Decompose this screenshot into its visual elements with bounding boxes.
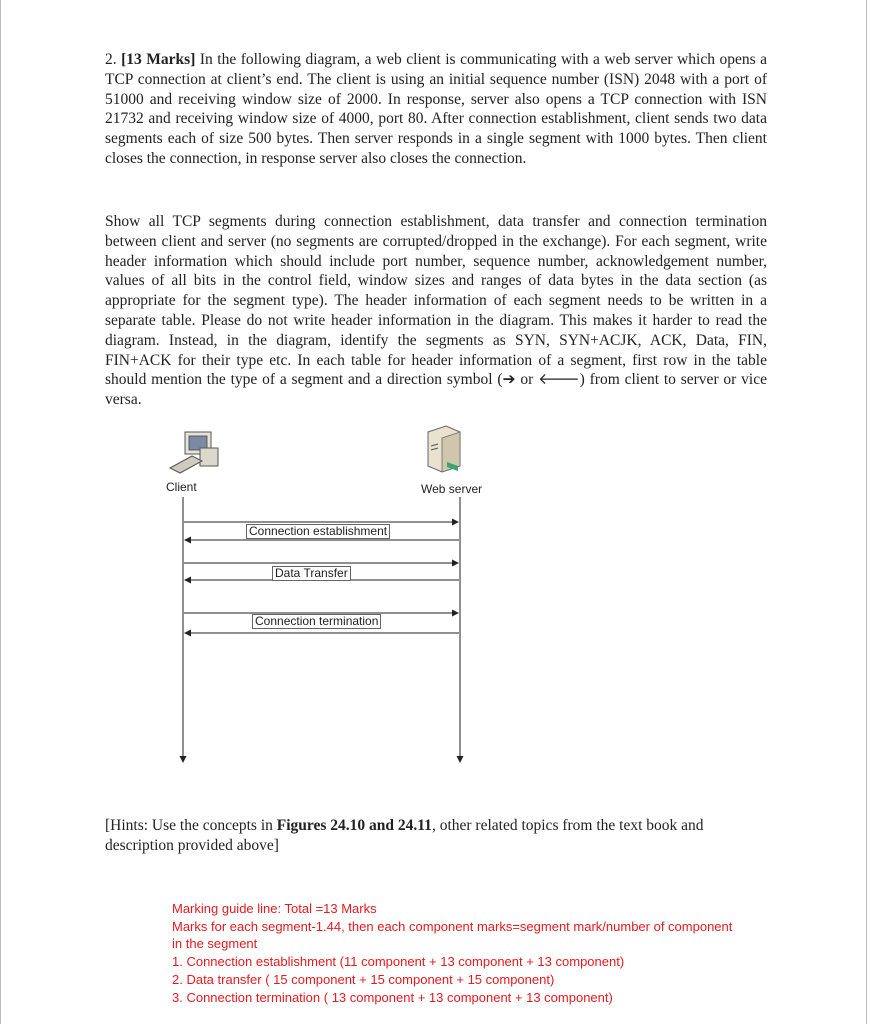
- client-computer-icon: [170, 432, 218, 473]
- marking-guide: [172, 900, 772, 1006]
- marking-line: 1. Connection establishment (11 component + 13 component + 13 component): [172, 954, 625, 970]
- question-paragraph: [105, 50, 767, 169]
- question-number: 2.: [105, 51, 117, 68]
- marking-line: Marking guide line: Total =13 Marks: [172, 901, 377, 916]
- client-label: Client: [166, 480, 197, 494]
- question-text: In the following diagram, a web client is communicating with a web server which opens a TCP connection at client’s end. The client is using an initial sequence number (ISN) 2048 with a port of 51000 and receiving window size of 2000. In response, server also opens a TCP connection with ISN 21732 and receiving window size of 4000, port 80. After connection establishment, client sends two data segments each of size 500 bytes. Then server responds in a single segment with 1000 bytes. Then client closes the connection, in response server also closes the connection.: [105, 51, 767, 167]
- connection-termination-label: Connection termination: [252, 614, 381, 629]
- hints-suffix: , other related topics from the text book and description provided above]: [105, 817, 704, 854]
- server-icon: [428, 426, 460, 472]
- page-border-left: [0, 0, 1, 1024]
- marking-line: 3. Connection termination ( 13 component + 13 component + 13 component): [172, 989, 613, 1005]
- connection-establishment-label: Connection establishment: [246, 524, 390, 539]
- hints-prefix: [Hints: Use the concepts in: [105, 817, 277, 834]
- marking-line: Marks for each segment-1.44, then each component marks=segment mark/number of component: [172, 918, 733, 934]
- data-transfer-label: Data Transfer: [272, 566, 351, 581]
- instructions-paragraph: Show all TCP segments during connection establishment, data transfer and connection termination between client and server (no segments are corrupted/dropped in the exchange). For each segment, write header information which should include port number, sequence number, acknowledgement number, values of all bits in the control field, window sizes and ranges of data bytes in the data section (as appropriate for the segment type). The header information of each segment needs to be written in a separate table. Please do not write header information in the diagram. This makes it harder to read the diagram. Instead, in the diagram, identify the segments as SYN, SYN+ACJK, ACK, Data, FIN, FIN+ACK for their type etc. In each table for header information of a segment, first row in the table should mention the type of a segment and a direction symbol (➔ or 🡐) from client to server or vice versa.: [105, 213, 767, 409]
- question-marks: [13 Marks]: [121, 51, 196, 68]
- marking-line: 2. Data transfer ( 15 component + 15 component + 15 component): [172, 971, 555, 987]
- marking-line: in the segment: [172, 936, 258, 952]
- page-border-right: [866, 0, 867, 1024]
- hints-figures: Figures 24.10 and 24.11: [276, 817, 432, 834]
- server-label: Web server: [421, 482, 483, 496]
- hints-paragraph: [105, 816, 767, 856]
